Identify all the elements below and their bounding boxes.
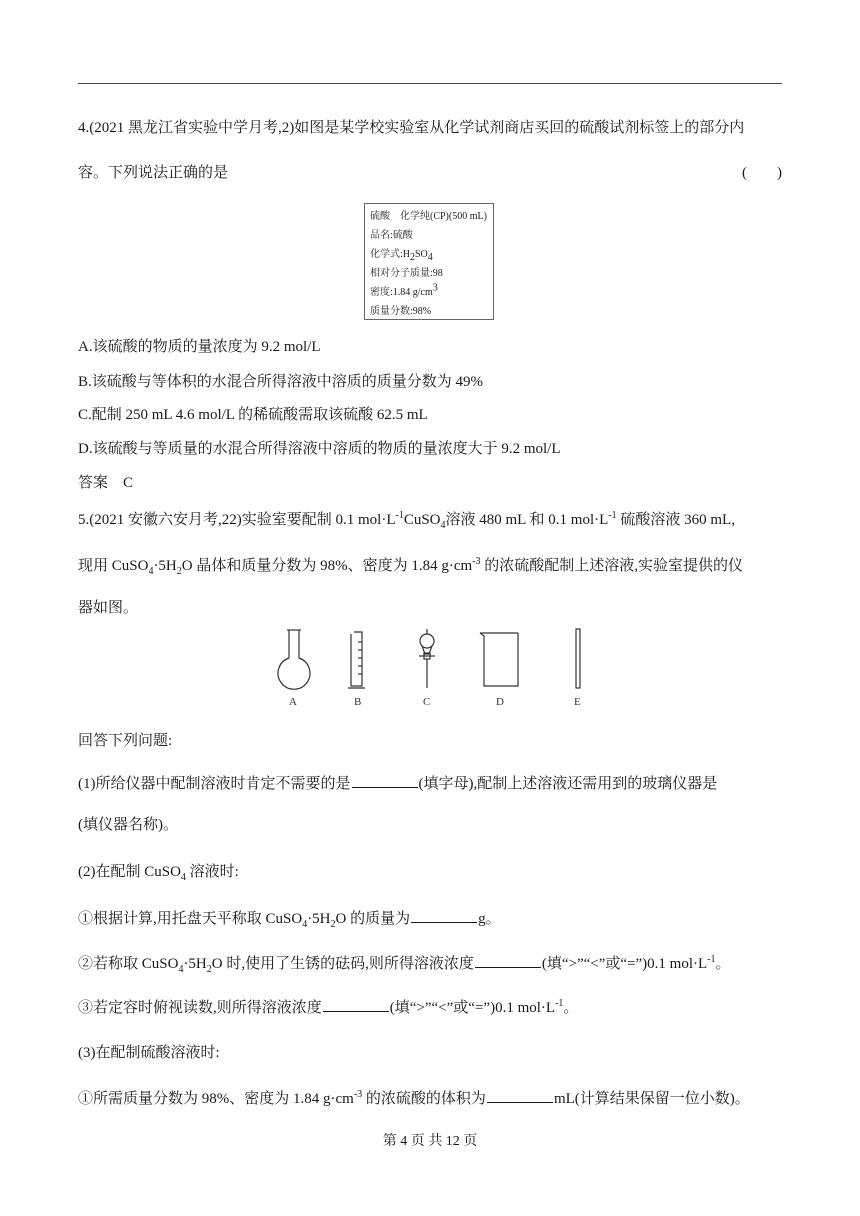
q5-prompt: 回答下列问题: xyxy=(78,733,173,749)
q5-part3-item1: ①所需质量分数为 98%、密度为 1.84 $g\cdot cm^{-3}$ 的浓硫酸的体积为 mL(计算结果保留一位小数)。 xyxy=(78,1089,750,1107)
q5-part1-line2: (填仪器名称)。 xyxy=(78,817,178,833)
fill-blank[interactable] xyxy=(411,908,477,923)
flask-drawing xyxy=(278,630,310,689)
q5-part2-heading: (2)在配制 CuSO$_4$ 溶液时: xyxy=(78,864,239,883)
header-rule xyxy=(78,83,782,84)
option-b: B.该硫酸与等体积的水混合所得溶液中溶质的质量分数为 49% xyxy=(78,374,484,390)
q5-stem-line1: 5.(2021 安徽六安月考,22)实验室要配制 0.1 $mol\cdot L^{-1}CuSO_4$溶液 480 mL 和 0.1 $mol\cdot L^{-1}$ 硫酸溶液 360 mL, xyxy=(78,510,735,531)
apparatus-figure xyxy=(268,628,600,710)
beaker-drawing xyxy=(480,633,518,686)
fill-blank[interactable] xyxy=(475,953,541,968)
fill-blank[interactable] xyxy=(487,1088,553,1103)
q5-part1-line1: (1)所给仪器中配制溶液时肯定不需要的是 (填字母),配制上述溶液还需用到的玻璃仪器是 xyxy=(78,773,717,794)
option-c: C.配制 250 mL 4.6 mol/L 的稀硫酸需取该硫酸 62.5 mL xyxy=(78,407,428,423)
page-footer: 第 4 页 共 12 页 xyxy=(382,1134,478,1149)
q5-part2-item1: ①根据计算,用托盘天平称取 $CuSO_4\cdot 5H_2O$ 的质量为 g。 xyxy=(78,908,501,929)
answer-paren: ( ) xyxy=(742,165,782,181)
label-title: 硫酸 化学纯(CP)(500 mL) xyxy=(370,211,487,222)
q5-part2-item3: ③若定容时俯视读数,则所得溶液浓度 (填“>”“<”或“=”)0.1 $mol\cdot L^{-1}$。 xyxy=(78,998,579,1016)
apparatus-label-b: B xyxy=(354,696,362,708)
label-density: 密度:1.84 $g/cm^3$ xyxy=(370,282,438,298)
cylinder-drawing xyxy=(348,632,365,688)
apparatus-label-c: C xyxy=(423,696,431,708)
label-formula: 化学式$:H_2SO_4$ xyxy=(370,249,433,263)
q5-part3-heading: (3)在配制硫酸溶液时: xyxy=(78,1045,220,1061)
separatory-funnel-drawing xyxy=(419,629,435,688)
q4-stem-line1: 4.(2021 黑龙江省实验中学月考,2)如图是某学校实验室从化学试剂商店买回的硫酸试剂标签上的部分内 xyxy=(78,120,745,136)
fill-blank[interactable] xyxy=(352,773,418,788)
q5-part2-item2: ②若称取 $CuSO_4\cdot 5H_2O$ 时,使用了生锈的砝码,则所得溶液浓度 (填“>”“<”或“=”)0.1 $mol\cdot L^{-1}$。 xyxy=(78,954,731,975)
q4-answer: 答案 C xyxy=(78,475,134,491)
reagent-label xyxy=(364,203,494,320)
option-d: D.该硫酸与等质量的水混合所得溶液中溶质的物质的量浓度大于 9.2 mol/L xyxy=(78,441,561,457)
fill-blank[interactable] xyxy=(323,997,389,1012)
label-name: 品名:硫酸 xyxy=(370,230,413,241)
q5-stem-line2: 现用 $CuSO_4\cdot 5H_2O$ 晶体和质量分数为 98%、密度为 1.84 $g\cdot cm^{-3}$ 的浓硫酸配制上述溶液,实验室提供的仪 xyxy=(78,556,744,577)
glass-rod-drawing xyxy=(576,629,580,688)
q5-stem-line3: 器如图。 xyxy=(78,600,139,616)
apparatus-label-e: E xyxy=(574,696,581,708)
label-mass-fraction: 质量分数:98% xyxy=(370,306,432,317)
apparatus-label-a: A xyxy=(289,696,297,708)
label-molar-mass: 相对分子质量:98 xyxy=(370,268,443,279)
option-a: A.该硫酸的物质的量浓度为 9.2 mol/L xyxy=(78,339,321,355)
q4-stem-line2: 容。下列说法正确的是 xyxy=(78,165,229,181)
apparatus-label-d: D xyxy=(496,696,504,708)
